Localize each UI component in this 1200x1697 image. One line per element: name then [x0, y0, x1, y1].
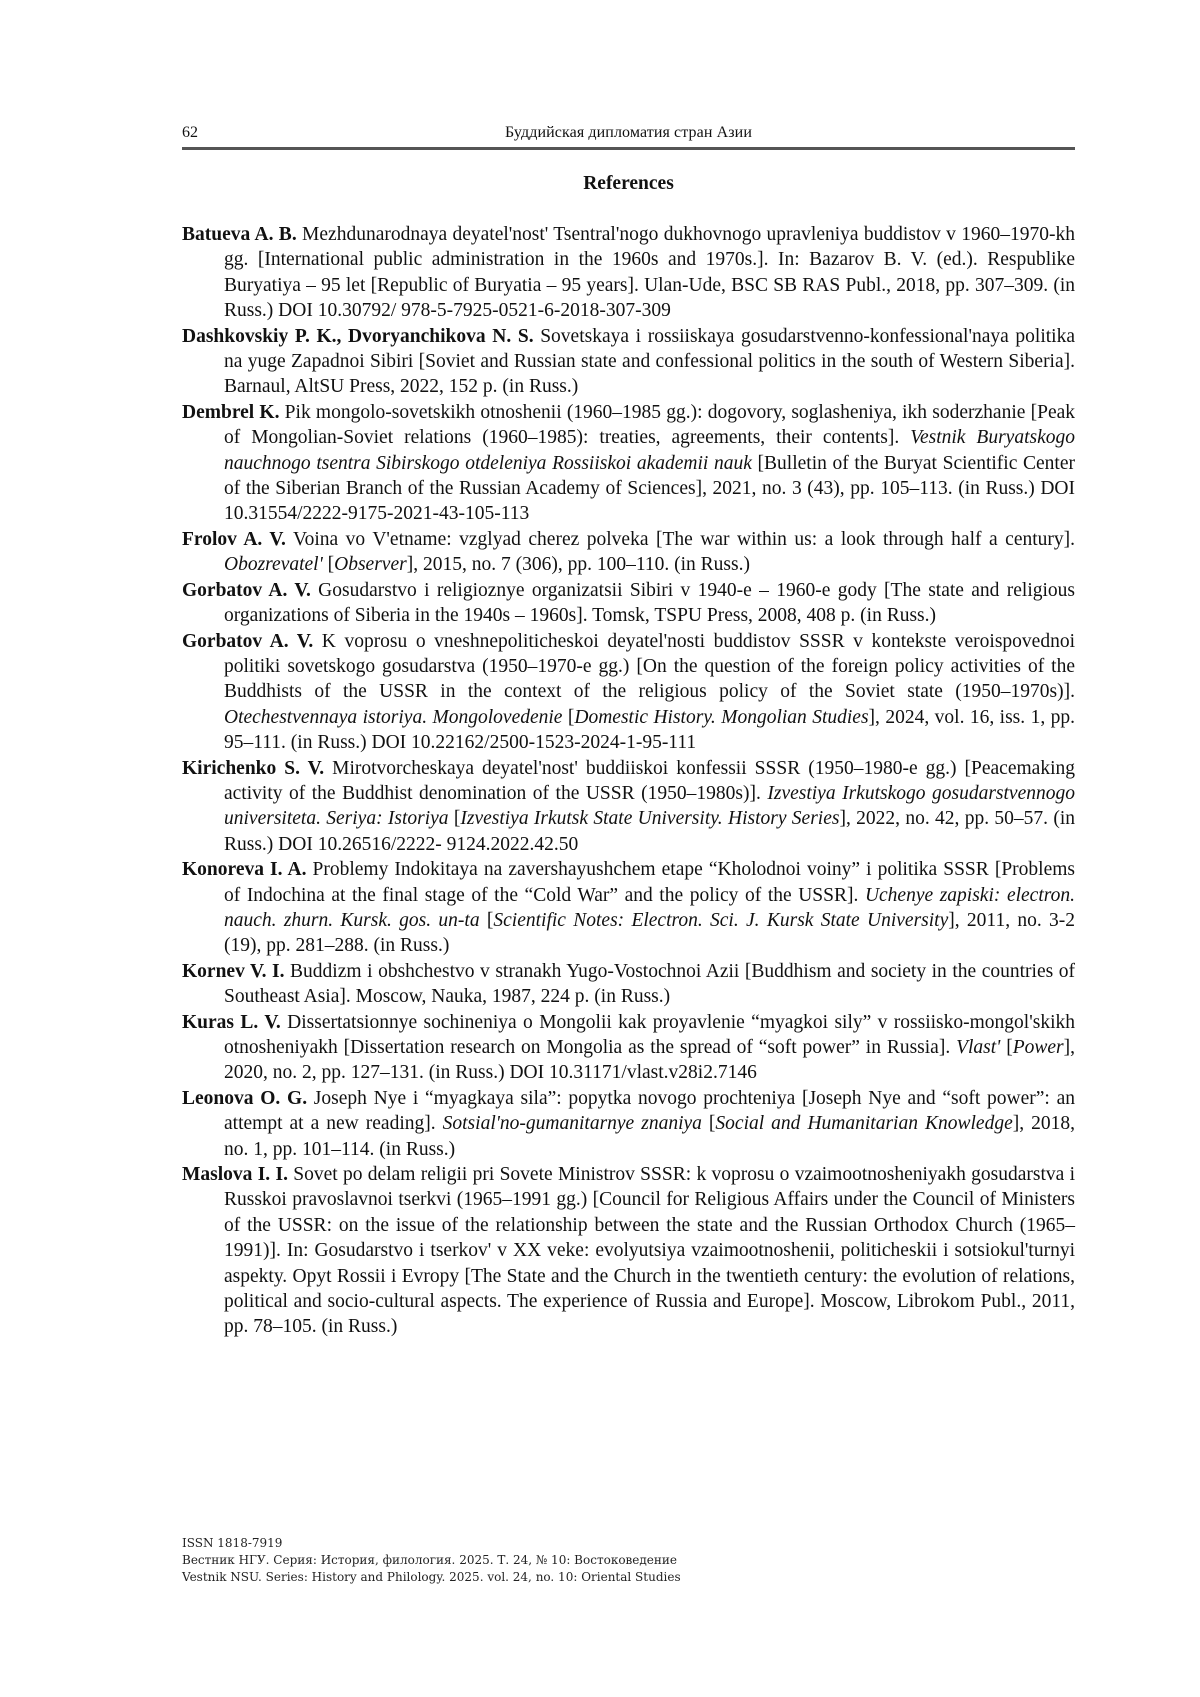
reference-source-title: Vestnik Buryatskogo nauchnogo tsentra Sibirskogo otdeleniya Rossiiskoi akademii nauk: [224, 427, 1075, 474]
header-divider: [182, 147, 1075, 150]
reference-source-title: Izvestiya Irkutsk State University. History Series: [460, 808, 840, 830]
reference-author: Batueva A. B.: [182, 224, 297, 245]
reference-text: Sovetskaya i rossiiskaya gosudarstvenno-konfessional'naya politika na yuge Zapadnoi Sibiri [Soviet and Russian state and confessional politics in the south of Western Siberia]. Barnaul, AltSU Press, 2022, 152 p. (in Russ.): [224, 325, 1075, 398]
reference-text: [: [701, 1113, 716, 1135]
reference-text: Mirotvorcheskaya deyatel'nost' buddiiskoi konfessii SSSR (1950–1980-e gg.) [Peacemaking activity of the Buddhist denomination of the USSR (1950–1980s)].: [224, 757, 1075, 804]
reference-source-title: Power: [1012, 1037, 1064, 1058]
reference-entry: [182, 629, 1075, 756]
reference-source-title: Uchenye zapiski: electron. nauch. zhurn. Kursk. gos. un-ta: [224, 884, 1075, 931]
reference-source-title: Vlast': [956, 1037, 1001, 1058]
reference-text: [: [562, 706, 575, 728]
reference-text: Mezhdunarodnaya deyatel'nost' Tsentral'nogo dukhovnogo upravleniya buddistov v 1960–1970-kh gg. [International public administration in the 1960s and 1970s.]. In: Bazarov B. V. (ed.). Respublike Buryatiya – 95 let [Republic of Buryatia – 95 years]. Ulan-Ude, BSC SB RAS Publ., 2018, pp. 307–309. (in Russ.) DOI 10.30792/ 978-5-7925-0521-6-2018-307-309: [224, 224, 1076, 322]
reference-author: Leonova O. G.: [182, 1087, 308, 1109]
reference-text: [: [1000, 1037, 1013, 1058]
reference-entry: [182, 527, 1075, 578]
section-title: References: [583, 173, 674, 194]
reference-entry: [182, 857, 1075, 959]
page-number: 62: [182, 124, 198, 141]
reference-source-title: Observer: [334, 554, 407, 576]
reference-text: [: [479, 909, 494, 931]
reference-entry: [182, 756, 1075, 858]
reference-source-title: Izvestiya Irkutskogo gosudarstvennogo universiteta. Seriya: Istoriya: [224, 782, 1075, 830]
reference-author: Dashkovskiy P. K., Dvoryanchikova N. S.: [182, 325, 534, 347]
reference-author: Gorbatov A. V.: [182, 579, 311, 601]
reference-author: Kuras L. V.: [182, 1011, 281, 1033]
footer-journal-en: Vestnik NSU. Series: History and Philology. 2025. vol. 24, no. 10: Oriental Studies: [182, 1570, 681, 1584]
footer-journal-ru: Вестник НГУ. Серия: История, филология. 2025. Т. 24, № 10: Востоковедение: [182, 1553, 677, 1567]
reference-author: Kornev V. I.: [182, 960, 285, 982]
reference-source-title: Social and Humanitarian Knowledge: [715, 1113, 1013, 1135]
reference-text: K voprosu o vneshnepoliticheskoi deyatel'nosti buddistov SSSR v kontekste veroispovednoi politiki sovetskogo gosudarstva (1950–1970-e gg.) [On the question of the foreign policy activities of the Buddhists of the USSR in the context of the religious policy of the Soviet state (1950–1970s)].: [224, 630, 1075, 703]
reference-text: Pik mongolo-sovetskikh otnoshenii (1960–1985 gg.): dogovory, soglasheniya, ikh soderzhanie [Peak of Mongolian-Soviet relations (1960–1985): treaties, agreements, their contents].: [224, 401, 1075, 449]
reference-entry: [182, 1086, 1075, 1162]
reference-list: [182, 222, 1075, 1340]
reference-author: Dembrel K.: [182, 401, 280, 423]
reference-entry: [182, 1010, 1075, 1086]
reference-entry: [182, 400, 1075, 527]
reference-author: Kirichenko S. V.: [182, 757, 325, 779]
reference-text: Sovet po delam religii pri Sovete Ministrov SSSR: k voprosu o vzaimootnosheniyakh gosudarstva i Russkoi pravoslavnoi tserkvi (1965–1991 gg.) [Council for Religious Affairs under the Council of Ministers of the USSR: on the issue of the relationship between the state and the Russian Orthodox Church (1965–1991)]. In: Gosudarstvo i tserkov' v XX veke: evolyutsiya vzaimootnoshenii, politicheskii i sotsiokul'turnyi aspekty. Opyt Rossii i Evropy [The State and the Church in the twentieth century: the evolution of relations, political and socio-cultural aspects. The experience of Russia and Europe]. Moscow, Librokom Publ., 2011, pp. 78–105. (in Russ.): [224, 1164, 1075, 1338]
reference-text: Gosudarstvo i religioznye organizatsii Sibiri v 1940-e – 1960-e gody [The state and religious organizations of Siberia in the 1940s – 1960s]. Tomsk, TSPU Press, 2008, 408 p. (in Russ.): [224, 579, 1075, 627]
reference-entry: [182, 1162, 1075, 1340]
reference-text: ], 2011, no. 3-2 (19), pp. 281–288. (in Russ.): [224, 909, 1076, 957]
reference-text: Dissertatsionnye sochineniya o Mongolii kak proyavlenie “myagkoi sily” v rossiisko-mongol'skikh otnosheniyakh [Dissertation research on Mongolia as the spread of “soft power” in Russia].: [224, 1011, 1075, 1058]
reference-entry: [182, 324, 1075, 400]
reference-source-title: Obozrevatel': [224, 554, 323, 576]
reference-text: ], 2020, no. 2, pp. 127–131. (in Russ.) DOI 10.31171/vlast.v28i2.7146: [224, 1037, 1075, 1084]
reference-text: Buddizm i obshchestvo v stranakh Yugo-Vostochnoi Azii [Buddhism and society in the countries of Southeast Asia]. Moscow, Nauka, 1987, 224 p. (in Russ.): [224, 960, 1075, 1008]
reference-text: [Bulletin of the Buryat Scientific Center of the Siberian Branch of the Russian Academy of Sciences], 2021, no. 3 (43), pp. 105–113. (in Russ.) DOI 10.31554/2222-9175-2021-43-105-113: [224, 452, 1075, 525]
page-footer: [182, 1535, 782, 1586]
reference-text: Voina vo V'etname: vzglyad cherez polveka [The war within us: a look through half a century].: [285, 528, 1075, 550]
footer-issn: ISSN 1818-7919: [182, 1536, 283, 1550]
reference-source-title: Otechestvennaya istoriya. Mongolovedenie: [224, 706, 563, 728]
reference-entry: [182, 959, 1075, 1010]
reference-text: Joseph Nye i “myagkaya sila”: popytka novogo prochteniya [Joseph Nye and “soft power”: an attempt at a new reading].: [224, 1087, 1075, 1135]
reference-author: Frolov A. V.: [182, 528, 286, 550]
reference-text: [: [322, 554, 335, 576]
reference-text: Problemy Indokitaya na zavershayushchem etape “Kholodnoi voiny” i politika SSSR [Problems of Indochina at the final stage of the “Cold War” and the policy of the USSR].: [224, 859, 1075, 906]
reference-author: Maslova I. I.: [182, 1164, 288, 1186]
reference-text: ], 2024, vol. 16, iss. 1, pp. 95–111. (in Russ.) DOI 10.22162/2500-1523-2024-1-95-111: [224, 706, 1075, 754]
reference-entry: [182, 222, 1075, 324]
reference-source-title: Scientific Notes: Electron. Sci. J. Kursk State University: [493, 909, 949, 931]
reference-entry: [182, 578, 1075, 629]
reference-text: ], 2018, no. 1, pp. 101–114. (in Russ.): [224, 1113, 1075, 1160]
reference-author: Konoreva I. A.: [182, 859, 307, 881]
reference-text: ], 2022, no. 42, pp. 50–57. (in Russ.) DOI 10.26516/2222- 9124.2022.42.50: [224, 808, 1075, 855]
reference-text: ], 2015, no. 7 (306), pp. 100–110. (in Russ.): [406, 554, 750, 576]
page-header: [182, 124, 1075, 146]
reference-author: Gorbatov A. V.: [182, 630, 314, 652]
reference-text: [: [448, 808, 461, 830]
reference-source-title: Domestic History. Mongolian Studies: [574, 706, 869, 728]
running-title: Буддийская дипломатия стран Азии: [505, 124, 752, 141]
reference-source-title: Sotsial'no-gumanitarnye znaniya: [442, 1113, 702, 1135]
